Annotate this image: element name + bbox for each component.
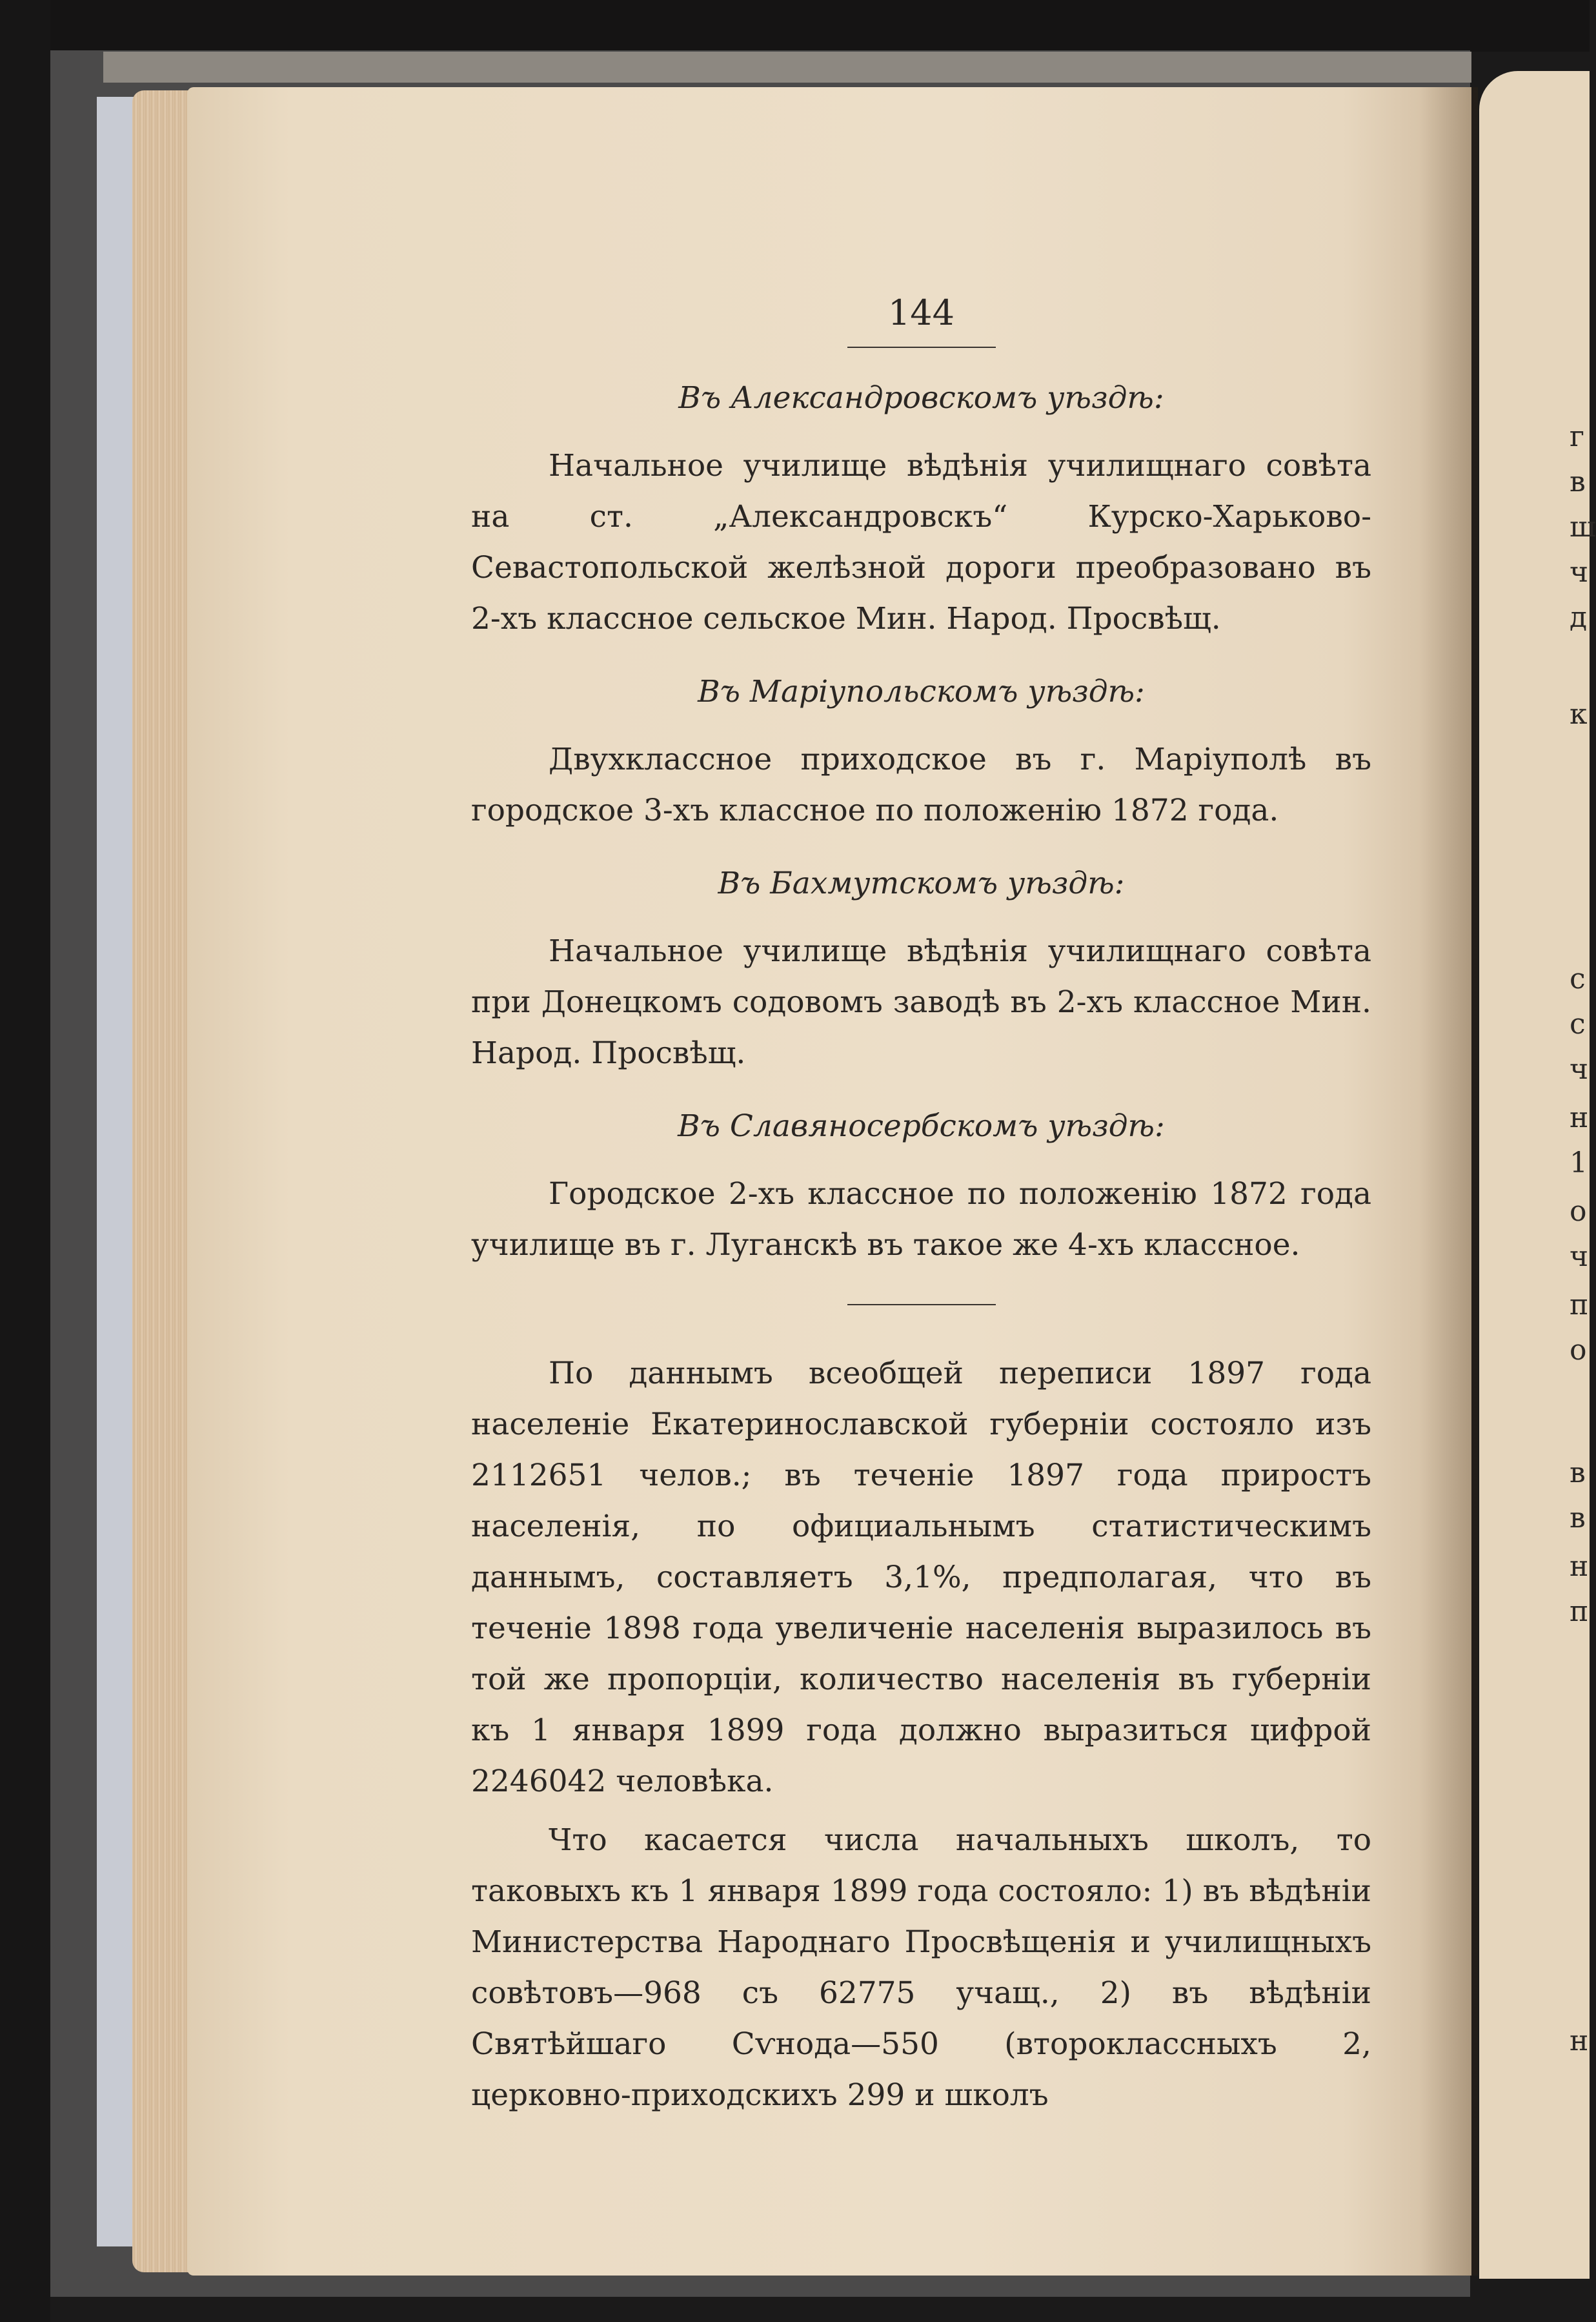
facing-page-fragment: ч (1570, 1053, 1589, 1086)
facing-page-fragment: д (1570, 601, 1588, 634)
body-paragraph: Что касается числа начальныхъ школъ, то таковыхъ къ 1 января 1899 года состояло: 1) въ вѣдѣніи Министерства Народнаго Просвѣщенія и училищныхъ совѣтовъ—968 съ 62775 учащ., 2) въ вѣдѣніи Святѣйшаго Сѵнода—550 (второклассныхъ 2, церковно-приходскихъ 299 и школъ (471, 1822, 1371, 2113)
facing-page-fragment: в (1570, 465, 1586, 498)
facing-page-fragment: с (1570, 962, 1586, 995)
section-heading: Въ Бахмутскомъ уѣздѣ: (718, 866, 1125, 901)
section-text: Начальное училище вѣдѣнія училищнаго совѣта при Донецкомъ содовомъ заводѣ въ 2-хъ классное Мин. Народ. Просвѣщ. (471, 933, 1371, 1071)
facing-page-fragment: н (1570, 1550, 1589, 1583)
section-separator-rule (847, 1304, 996, 1305)
section-heading: Въ Славяносербскомъ уѣздѣ: (678, 1108, 1165, 1144)
facing-page-fragment: ч (1570, 1240, 1589, 1273)
facing-page-fragment: ч (1570, 556, 1589, 589)
facing-page-fragment: н (1570, 1101, 1589, 1134)
facing-page-fragment: г (1570, 420, 1585, 453)
page-number: 144 (887, 292, 955, 333)
cover-band (103, 52, 1471, 83)
section-heading: Въ Александровскомъ уѣздѣ: (678, 380, 1164, 416)
facing-page-fragment: в (1570, 1456, 1586, 1489)
facing-page-fragment: о (1570, 1195, 1587, 1228)
facing-page-fragment: в (1570, 1502, 1586, 1534)
scan-background-left (0, 0, 50, 2322)
scan-background-top (0, 0, 1590, 52)
facing-page-fragment: 1 (1570, 1146, 1588, 1179)
facing-page-fragment: ш (1570, 511, 1596, 544)
facing-page-fragment: с (1570, 1008, 1586, 1041)
page-gutter-shadow (1420, 87, 1478, 2276)
facing-page-fragment: н (1570, 2024, 1589, 2057)
section-text: Начальное училище вѣдѣнія училищнаго совѣта на ст. „Александровскъ“ Курско-Харьково-Севастопольской желѣзной дороги преобразовано въ 2-хъ классное сельское Мин. Народ. Просвѣщ. (471, 448, 1371, 637)
page-text-block (471, 294, 1371, 2121)
body-paragraph: По даннымъ всеобщей переписи 1897 года населеніе Екатеринославской губерніи состояло изъ 2112651 челов.; въ теченіе 1897 года приростъ населенія, по официальнымъ статистическимъ даннымъ, составляетъ 3,1%, предполагая, что въ теченіе 1898 года увеличеніе населенія выразилось въ той же пропорціи, количество населенія въ губерніи къ 1 января 1899 года должно выразиться цифрой 2246042 человѣка. (471, 1356, 1371, 1799)
section-heading: Въ Маріупольскомъ уѣздѣ: (698, 674, 1145, 709)
facing-page-fragment: п (1570, 1288, 1589, 1321)
section-text: Двухклассное приходское въ г. Маріуполѣ въ городское 3-хъ классное по положенію 1872 года. (471, 742, 1371, 828)
section-text: Городское 2-хъ классное по положенію 1872 года училище въ г. Луганскѣ въ такое же 4-хъ классное. (471, 1176, 1371, 1263)
facing-page-fragment: о (1570, 1334, 1587, 1367)
page-number-rule (847, 347, 996, 348)
facing-page-fragment: к (1570, 698, 1588, 731)
facing-page-edge (1479, 71, 1596, 2279)
facing-page-fragment: п (1570, 1595, 1589, 1628)
